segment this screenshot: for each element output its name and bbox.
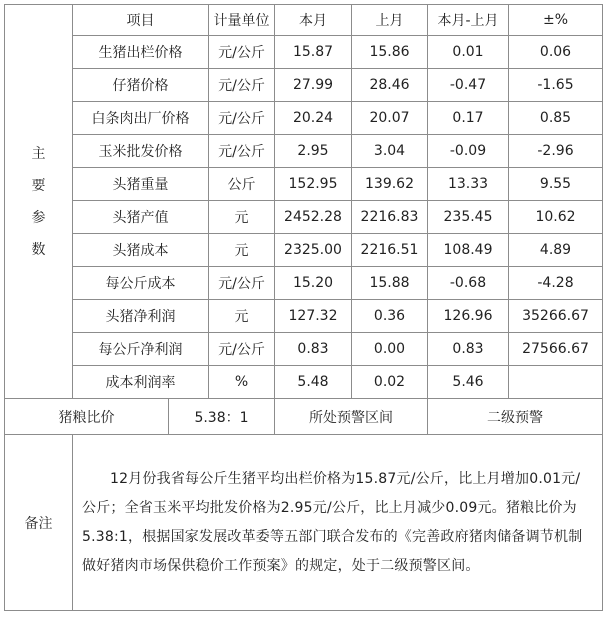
table-row xyxy=(5,102,603,135)
cell-previous-month: 15.86 xyxy=(352,36,428,69)
main-parameters-label xyxy=(5,5,73,399)
cell-unit: % xyxy=(209,366,275,399)
cell-previous-month: 2216.51 xyxy=(352,234,428,267)
cell-current-month: 15.87 xyxy=(275,36,352,69)
cell-current-month: 27.99 xyxy=(275,69,352,102)
table-row xyxy=(5,36,603,69)
side-label-char: 要 xyxy=(31,177,46,194)
cell-current-month: 2452.28 xyxy=(275,201,352,234)
cell-previous-month: 139.62 xyxy=(352,168,428,201)
cell-difference: 235.45 xyxy=(428,201,509,234)
cell-difference: 0.83 xyxy=(428,333,509,366)
remarks-row xyxy=(5,435,603,611)
cell-difference: 126.96 xyxy=(428,300,509,333)
cell-percent-change: -4.28 xyxy=(509,267,603,300)
cell-difference: -0.09 xyxy=(428,135,509,168)
header-item: 项目 xyxy=(73,5,209,36)
header-previous-month: 上月 xyxy=(352,5,428,36)
cell-unit: 元/公斤 xyxy=(209,36,275,69)
cell-percent-change xyxy=(509,366,603,399)
cell-current-month: 152.95 xyxy=(275,168,352,201)
cell-current-month: 5.48 xyxy=(275,366,352,399)
warning-zone-value: 二级预警 xyxy=(428,399,603,435)
cell-previous-month: 3.04 xyxy=(352,135,428,168)
ratio-label: 猪粮比价 xyxy=(5,399,169,435)
cell-unit: 元 xyxy=(209,300,275,333)
hog-price-table xyxy=(4,4,603,611)
cell-current-month: 2325.00 xyxy=(275,234,352,267)
cell-difference: 0.17 xyxy=(428,102,509,135)
table-row xyxy=(5,366,603,399)
cell-previous-month: 15.88 xyxy=(352,267,428,300)
cell-item: 头猪产值 xyxy=(73,201,209,234)
remarks-label: 备注 xyxy=(5,435,73,611)
cell-difference: -0.47 xyxy=(428,69,509,102)
table-row xyxy=(5,333,603,366)
cell-item: 玉米批发价格 xyxy=(73,135,209,168)
table-row xyxy=(5,234,603,267)
table-row xyxy=(5,168,603,201)
cell-unit: 公斤 xyxy=(209,168,275,201)
cell-percent-change: 0.85 xyxy=(509,102,603,135)
cell-previous-month: 20.07 xyxy=(352,102,428,135)
cell-difference: -0.68 xyxy=(428,267,509,300)
header-unit: 计量单位 xyxy=(209,5,275,36)
cell-difference: 108.49 xyxy=(428,234,509,267)
table-row xyxy=(5,201,603,234)
cell-current-month: 0.83 xyxy=(275,333,352,366)
header-percent-change: ±% xyxy=(509,5,603,36)
cell-current-month: 15.20 xyxy=(275,267,352,300)
cell-item: 生猪出栏价格 xyxy=(73,36,209,69)
cell-unit: 元/公斤 xyxy=(209,135,275,168)
side-label-char: 主 xyxy=(31,145,46,162)
cell-item: 仔猪价格 xyxy=(73,69,209,102)
cell-current-month: 20.24 xyxy=(275,102,352,135)
cell-previous-month: 0.02 xyxy=(352,366,428,399)
cell-unit: 元/公斤 xyxy=(209,267,275,300)
ratio-value: 5.38：1 xyxy=(169,399,275,435)
cell-percent-change: 27566.67 xyxy=(509,333,603,366)
cell-percent-change: 4.89 xyxy=(509,234,603,267)
cell-unit: 元/公斤 xyxy=(209,102,275,135)
cell-unit: 元/公斤 xyxy=(209,333,275,366)
side-label-char: 数 xyxy=(31,241,46,258)
cell-unit: 元 xyxy=(209,234,275,267)
header-row xyxy=(5,5,603,36)
header-current-month: 本月 xyxy=(275,5,352,36)
cell-percent-change: 10.62 xyxy=(509,201,603,234)
cell-previous-month: 28.46 xyxy=(352,69,428,102)
table-row xyxy=(5,300,603,333)
header-difference: 本月-上月 xyxy=(428,5,509,36)
warning-zone-label: 所处预警区间 xyxy=(275,399,428,435)
cell-percent-change: -2.96 xyxy=(509,135,603,168)
cell-item: 成本利润率 xyxy=(73,366,209,399)
cell-unit: 元/公斤 xyxy=(209,69,275,102)
cell-percent-change: 9.55 xyxy=(509,168,603,201)
cell-previous-month: 2216.83 xyxy=(352,201,428,234)
cell-percent-change: 35266.67 xyxy=(509,300,603,333)
cell-previous-month: 0.00 xyxy=(352,333,428,366)
cell-difference: 0.01 xyxy=(428,36,509,69)
ratio-row xyxy=(5,399,603,435)
cell-current-month: 127.32 xyxy=(275,300,352,333)
cell-previous-month: 0.36 xyxy=(352,300,428,333)
cell-percent-change: 0.06 xyxy=(509,36,603,69)
cell-difference: 5.46 xyxy=(428,366,509,399)
remarks-text: 12月份我省每公斤生猪平均出栏价格为15.87元/公斤，比上月增加0.01元/公斤；全省玉米平均批发价格为2.95元/公斤，比上月减少0.09元。猪粮比价为5.38:1，根据国家发展改革委等五部门联合发布的《完善政府猪肉储备调节机制做好猪肉市场保供稳价工作预案》的规定，处于二级预警区间。 xyxy=(73,435,603,611)
table-row xyxy=(5,69,603,102)
table-row xyxy=(5,267,603,300)
cell-current-month: 2.95 xyxy=(275,135,352,168)
table-row xyxy=(5,135,603,168)
cell-unit: 元 xyxy=(209,201,275,234)
cell-item: 头猪净利润 xyxy=(73,300,209,333)
cell-item: 每公斤成本 xyxy=(73,267,209,300)
cell-item: 头猪成本 xyxy=(73,234,209,267)
cell-item: 每公斤净利润 xyxy=(73,333,209,366)
cell-difference: 13.33 xyxy=(428,168,509,201)
cell-percent-change: -1.65 xyxy=(509,69,603,102)
side-label-char: 参 xyxy=(31,209,46,226)
cell-item: 白条肉出厂价格 xyxy=(73,102,209,135)
cell-item: 头猪重量 xyxy=(73,168,209,201)
